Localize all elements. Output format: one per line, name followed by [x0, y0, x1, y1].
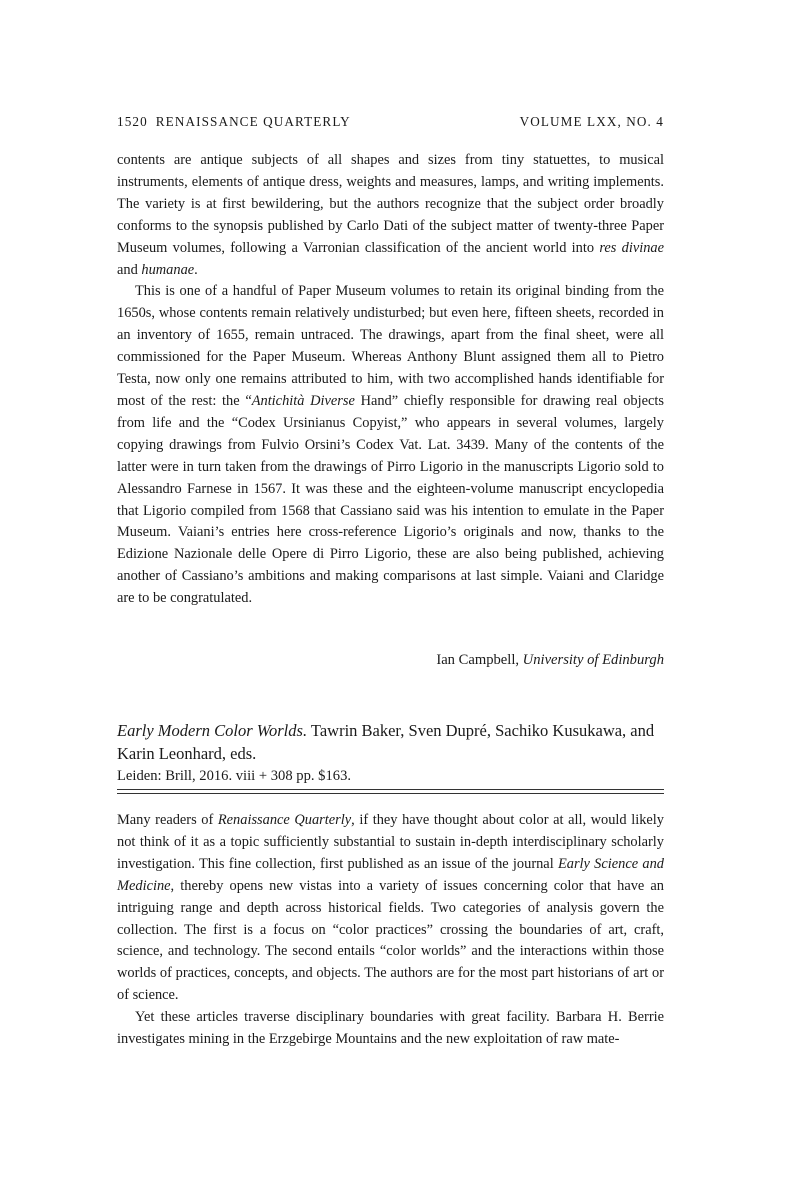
- review-2-paragraph-2: Yet these articles traverse disciplinary boundaries with great facility. Barbara H. Berrie investigates mining in the Erzgebirge Mountains and the new exploitation of raw mate-: [117, 1009, 664, 1048]
- italic-run: humanae: [141, 261, 195, 278]
- divider-rule-bottom: [117, 793, 664, 794]
- text-run: contents are antique subjects of all shapes and sizes from tiny statuettes, to musical instruments, elements of antique dress, weights and measures, lamps, and writing implements. The variety is at first bewildering, but the authors recognize that the subject order broadly conforms to the synopsis published by Carlo Dati of the subject matter of twenty-three Paper Museum volumes, following a Varronian classification of the ancient world into: [117, 152, 664, 256]
- text-run: Many readers of: [117, 812, 218, 828]
- reviewer-name: Ian Campbell,: [436, 652, 523, 668]
- book-title-line: [117, 720, 664, 765]
- review-2-paragraph-1: [117, 810, 664, 1007]
- reviewer-affiliation: University of Edinburgh: [522, 652, 664, 668]
- volume-info: VOLUME LXX, NO. 4: [519, 114, 664, 129]
- book-publication: Leiden: Brill, 2016. viii + 308 pp. $163.: [117, 768, 352, 784]
- italic-run: Renaissance Quarterly: [217, 812, 352, 828]
- page-number: 1520: [117, 114, 148, 129]
- text-run: .: [194, 261, 198, 278]
- running-head-left: [117, 113, 359, 131]
- italic-run: Early Science and Medicine: [117, 855, 664, 894]
- book-editors: Tawrin Baker, Sven Dupré, Sachiko Kusukawa, and Karin Leonhard, eds.: [117, 721, 655, 763]
- book-heading: [117, 720, 664, 786]
- text-run: This is one of a handful of Paper Museum volumes to retain its original binding from the 1650s, whose contents remain relatively undisturbed; but even here, fifteen sheets, recorded in an inventory of 1655, remain untraced. The drawings, apart from the final sheet, were all commissioned for the Paper Museum. Whereas Anthony Blunt assigned them all to Pietro Testa, now only one remains attributed to him, with two accomplished hands identifiable for most of the rest: the “: [117, 283, 664, 409]
- italic-run: res divinae: [599, 239, 664, 256]
- text-run: , if they have thought about color at all, would likely not think of it as a topic sufficiently substantial to sustain in-depth interdisciplinary scholarly investigation. This fine collection, first published as an issue of the journal: [117, 812, 664, 872]
- review-1-body: [117, 150, 664, 610]
- running-head: [117, 113, 664, 131]
- text-run: , thereby opens new vistas into a variety of issues concerning color that have an intriguing range and depth across historical fields. Two categories of analysis govern the collection. The first is a focus on “color practices” crossing the boundaries of art, craft, science, and technology. The second entails “color worlds” and the interactions within those worlds of practices, concepts, and objects. The authors are for the most part historians of art or of science.: [117, 877, 664, 1004]
- review-2-body: [117, 810, 664, 1051]
- review-1-paragraph-1: [117, 150, 664, 281]
- italic-run: Antichità Diverse: [251, 392, 355, 409]
- reviewer-signature: [117, 650, 664, 670]
- text-run: and: [117, 261, 142, 278]
- text-run: Hand” chiefly responsible for drawing real objects from life and the “Codex Ursinianus Copyist,” who appears in several volumes, largely copying drawings from Fulvio Orsini’s Codex Vat. Lat. 3439. Many of the contents of the latter were in turn taken from the drawings of Pirro Ligorio in the manuscripts Ligorio sold to Alessandro Farnese in 1567. It was these and the eighteen-volume manuscript encyclopedia that Ligorio compiled from 1568 that Cassiano said was his intention to emulate in the Paper Museum. Vaiani’s entries here cross-reference Ligorio’s originals and now, thanks to the Edizione Nazionale delle Opere di Pirro Ligorio, these are also being published, achieving another of Cassiano’s ambitions and making comparisons at last simple. Vaiani and Claridge are to be congratulated.: [117, 392, 664, 607]
- review-1-paragraph-2: [117, 281, 664, 610]
- book-title: Early Modern Color Worlds.: [117, 721, 308, 740]
- divider-rule-top: [117, 789, 664, 790]
- journal-title: RENAISSANCE QUARTERLY: [155, 114, 351, 129]
